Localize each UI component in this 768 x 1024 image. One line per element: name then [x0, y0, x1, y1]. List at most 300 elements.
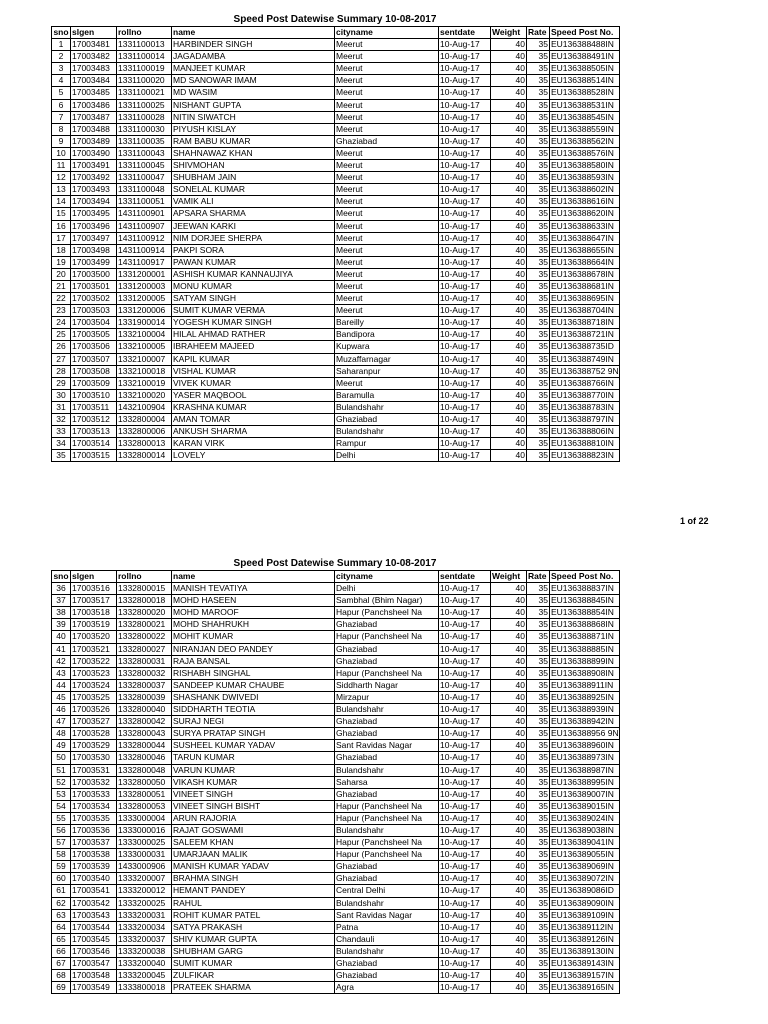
cell-cityname: Ghaziabad: [335, 728, 439, 740]
cell-rate: 35: [527, 607, 550, 619]
cell-speed-post-no: EU136388655IN: [550, 244, 620, 256]
cell-cityname: Bulandshahr: [335, 764, 439, 776]
cell-sno: 44: [52, 679, 71, 691]
cell-speed-post-no: EU136389143IN: [550, 958, 620, 970]
cell-rate: 35: [527, 389, 550, 401]
cell-slgen: 17003547: [71, 958, 117, 970]
cell-sno: 25: [52, 329, 71, 341]
cell-rollno: 1331200001: [117, 268, 172, 280]
cell-cityname: Ghaziabad: [335, 655, 439, 667]
cell-name: MOHIT KUMAR: [172, 631, 335, 643]
cell-sno: 45: [52, 691, 71, 703]
cell-sno: 61: [52, 885, 71, 897]
cell-speed-post-no: EU136389157IN: [550, 970, 620, 982]
cell-name: SALEEM KHAN: [172, 837, 335, 849]
cell-sentdate: 10-Aug-17: [439, 414, 491, 426]
cell-slgen: 17003549: [71, 982, 117, 994]
cell-speed-post-no: EU136388647IN: [550, 232, 620, 244]
cell-cityname: Meerut: [335, 256, 439, 268]
column-header-weight: Weight: [491, 27, 527, 39]
cell-cityname: Ghaziabad: [335, 619, 439, 631]
table-row: [52, 873, 620, 885]
cell-cityname: Meerut: [335, 220, 439, 232]
cell-sentdate: 10-Aug-17: [439, 426, 491, 438]
cell-name: PAKPI SORA: [172, 244, 335, 256]
cell-speed-post-no: EU136389090IN: [550, 897, 620, 909]
cell-rollno: 1331200006: [117, 305, 172, 317]
cell-sno: 26: [52, 341, 71, 353]
cell-rate: 35: [527, 232, 550, 244]
cell-sentdate: 10-Aug-17: [439, 740, 491, 752]
table-row: [52, 704, 620, 716]
cell-sno: 29: [52, 377, 71, 389]
cell-slgen: 17003501: [71, 280, 117, 292]
cell-sentdate: 10-Aug-17: [439, 812, 491, 824]
cell-weight: 40: [491, 607, 527, 619]
table-row: [52, 293, 620, 305]
cell-cityname: Meerut: [335, 160, 439, 172]
cell-name: RISHABH SINGHAL: [172, 667, 335, 679]
cell-slgen: 17003500: [71, 268, 117, 280]
cell-weight: 40: [491, 837, 527, 849]
table-row: [52, 414, 620, 426]
cell-rollno: 1333200038: [117, 945, 172, 957]
cell-name: HEMANT PANDEY: [172, 885, 335, 897]
cell-sno: 51: [52, 764, 71, 776]
cell-weight: 40: [491, 341, 527, 353]
cell-sno: 28: [52, 365, 71, 377]
report-page-1: [51, 13, 619, 462]
cell-sentdate: 10-Aug-17: [439, 861, 491, 873]
cell-name: SURYA PRATAP SINGH: [172, 728, 335, 740]
cell-sentdate: 10-Aug-17: [439, 897, 491, 909]
table-row: [52, 776, 620, 788]
cell-rollno: 1331100048: [117, 184, 172, 196]
cell-rate: 35: [527, 329, 550, 341]
cell-cityname: Meerut: [335, 172, 439, 184]
cell-weight: 40: [491, 800, 527, 812]
cell-rate: 35: [527, 280, 550, 292]
cell-name: AMAN TOMAR: [172, 414, 335, 426]
cell-cityname: Meerut: [335, 377, 439, 389]
cell-speed-post-no: EU136388837IN: [550, 583, 620, 595]
cell-rollno: 1332800020: [117, 607, 172, 619]
cell-name: SHUBHAM JAIN: [172, 172, 335, 184]
cell-cityname: Hapur (Panchsheel Na: [335, 812, 439, 824]
cell-name: SIDDHARTH TEOTIA: [172, 704, 335, 716]
cell-slgen: 17003499: [71, 256, 117, 268]
column-header-sno: sno: [53, 571, 69, 581]
cell-sentdate: 10-Aug-17: [439, 655, 491, 667]
cell-cityname: Bulandshahr: [335, 824, 439, 836]
cell-name: VISHAL KUMAR: [172, 365, 335, 377]
cell-sno: 12: [52, 172, 71, 184]
cell-slgen: 17003516: [71, 583, 117, 595]
cell-sentdate: 10-Aug-17: [439, 39, 491, 51]
cell-rollno: 1332800051: [117, 788, 172, 800]
cell-slgen: 17003498: [71, 244, 117, 256]
cell-name: NITIN SIWATCH: [172, 111, 335, 123]
cell-name: MANISH TEVATIYA: [172, 583, 335, 595]
cell-name: MD WASIM: [172, 87, 335, 99]
cell-sentdate: 10-Aug-17: [439, 764, 491, 776]
cell-sno: 22: [52, 293, 71, 305]
cell-sentdate: 10-Aug-17: [439, 643, 491, 655]
table-row: [52, 716, 620, 728]
table-row: [52, 837, 620, 849]
cell-speed-post-no: EU136388695IN: [550, 293, 620, 305]
cell-rollno: 1333200045: [117, 970, 172, 982]
cell-sno: 4: [52, 75, 71, 87]
cell-rollno: 1332800014: [117, 450, 172, 462]
cell-rate: 35: [527, 704, 550, 716]
cell-weight: 40: [491, 921, 527, 933]
cell-cityname: Bulandshahr: [335, 704, 439, 716]
cell-sentdate: 10-Aug-17: [439, 268, 491, 280]
table-row: [52, 401, 620, 413]
cell-rollno: 1433000906: [117, 861, 172, 873]
table-row: [52, 897, 620, 909]
cell-name: KRASHNA KUMAR: [172, 401, 335, 413]
column-header-cityname: cityname: [335, 571, 439, 583]
cell-rollno: 1333800018: [117, 982, 172, 994]
cell-sentdate: 10-Aug-17: [439, 293, 491, 305]
cell-rollno: 1331100047: [117, 172, 172, 184]
cell-speed-post-no: EU136388576IN: [550, 147, 620, 159]
cell-cityname: Kupwara: [335, 341, 439, 353]
column-header-slgen: slgen: [71, 571, 117, 583]
cell-rollno: 1333200012: [117, 885, 172, 897]
cell-speed-post-no: EU136388942IN: [550, 716, 620, 728]
cell-rate: 35: [527, 293, 550, 305]
cell-speed-post-no: EU136388911IN: [550, 679, 620, 691]
cell-sno: 14: [52, 196, 71, 208]
report-page-2: [51, 557, 619, 994]
cell-slgen: 17003502: [71, 293, 117, 305]
cell-speed-post-no: EU136388868IN: [550, 619, 620, 631]
cell-cityname: Chandauli: [335, 933, 439, 945]
cell-cityname: Ghaziabad: [335, 861, 439, 873]
cell-name: MANJEET KUMAR: [172, 63, 335, 75]
cell-sno: 6: [52, 99, 71, 111]
cell-sentdate: 10-Aug-17: [439, 595, 491, 607]
cell-speed-post-no: EU136388987IN: [550, 764, 620, 776]
cell-weight: 40: [491, 268, 527, 280]
cell-speed-post-no: EU136388593IN: [550, 172, 620, 184]
table-row: [52, 631, 620, 643]
cell-weight: 40: [491, 450, 527, 462]
cell-rollno: 1331900014: [117, 317, 172, 329]
cell-name: VIVEK KUMAR: [172, 377, 335, 389]
table-row: [52, 75, 620, 87]
cell-weight: 40: [491, 244, 527, 256]
cell-cityname: Muzaffarnagar: [335, 353, 439, 365]
cell-name: VINEET SINGH BISHT: [172, 800, 335, 812]
cell-slgen: 17003487: [71, 111, 117, 123]
cell-sno: 66: [52, 945, 71, 957]
cell-rollno: 1332100005: [117, 341, 172, 353]
cell-cityname: Delhi: [335, 450, 439, 462]
cell-slgen: 17003506: [71, 341, 117, 353]
cell-slgen: 17003520: [71, 631, 117, 643]
cell-sno: 35: [52, 450, 71, 462]
cell-weight: 40: [491, 704, 527, 716]
cell-weight: 40: [491, 643, 527, 655]
cell-rate: 35: [527, 220, 550, 232]
cell-sno: 3: [52, 63, 71, 75]
cell-weight: 40: [491, 740, 527, 752]
cell-sentdate: 10-Aug-17: [439, 933, 491, 945]
cell-sno: 55: [52, 812, 71, 824]
cell-slgen: 17003528: [71, 728, 117, 740]
cell-sentdate: 10-Aug-17: [439, 909, 491, 921]
cell-rate: 35: [527, 196, 550, 208]
cell-sentdate: 10-Aug-17: [439, 353, 491, 365]
cell-rollno: 1331100045: [117, 160, 172, 172]
cell-name: ROHIT KUMAR PATEL: [172, 909, 335, 921]
cell-sno: 49: [52, 740, 71, 752]
cell-cityname: Hapur (Panchsheel Na: [335, 667, 439, 679]
cell-sno: 59: [52, 861, 71, 873]
cell-name: PIYUSH KISLAY: [172, 123, 335, 135]
table-row: [52, 970, 620, 982]
cell-speed-post-no: EU136388939IN: [550, 704, 620, 716]
cell-rollno: 1332100020: [117, 389, 172, 401]
cell-weight: 40: [491, 667, 527, 679]
table-row: [52, 353, 620, 365]
cell-sentdate: 10-Aug-17: [439, 800, 491, 812]
cell-sentdate: 10-Aug-17: [439, 305, 491, 317]
cell-speed-post-no: EU136388545IN: [550, 111, 620, 123]
cell-speed-post-no: EU136388766IN: [550, 377, 620, 389]
cell-rate: 35: [527, 111, 550, 123]
cell-slgen: 17003540: [71, 873, 117, 885]
cell-rollno: 1332800050: [117, 776, 172, 788]
cell-rate: 35: [527, 172, 550, 184]
cell-rate: 35: [527, 583, 550, 595]
cell-slgen: 17003504: [71, 317, 117, 329]
cell-sentdate: 10-Aug-17: [439, 135, 491, 147]
cell-weight: 40: [491, 933, 527, 945]
cell-speed-post-no: EU136388528IN: [550, 87, 620, 99]
cell-name: HARBINDER SINGH: [172, 39, 335, 51]
cell-sno: 43: [52, 667, 71, 679]
cell-rate: 35: [527, 824, 550, 836]
cell-rollno: 1331100013: [117, 39, 172, 51]
cell-slgen: 17003512: [71, 414, 117, 426]
cell-sno: 11: [52, 160, 71, 172]
cell-name: ANKUSH SHARMA: [172, 426, 335, 438]
cell-rollno: 1331100021: [117, 87, 172, 99]
cell-speed-post-no: EU136388810IN: [550, 438, 620, 450]
cell-speed-post-no: EU136388797IN: [550, 414, 620, 426]
cell-name: SHIV KUMAR GUPTA: [172, 933, 335, 945]
cell-speed-post-no: EU136388871IN: [550, 631, 620, 643]
column-header-speed-post-no: Speed Post No.: [550, 571, 620, 583]
cell-weight: 40: [491, 353, 527, 365]
cell-sentdate: 10-Aug-17: [439, 160, 491, 172]
cell-cityname: Meerut: [335, 39, 439, 51]
cell-speed-post-no: EU136388616IN: [550, 196, 620, 208]
cell-sno: 62: [52, 897, 71, 909]
cell-speed-post-no: EU136388854IN: [550, 607, 620, 619]
cell-sentdate: 10-Aug-17: [439, 824, 491, 836]
table-row: [52, 160, 620, 172]
cell-rate: 35: [527, 716, 550, 728]
cell-rate: 35: [527, 39, 550, 51]
cell-slgen: 17003532: [71, 776, 117, 788]
cell-sno: 67: [52, 958, 71, 970]
cell-sentdate: 10-Aug-17: [439, 220, 491, 232]
cell-slgen: 17003485: [71, 87, 117, 99]
cell-rate: 35: [527, 99, 550, 111]
cell-slgen: 17003507: [71, 353, 117, 365]
cell-rate: 35: [527, 631, 550, 643]
cell-rollno: 1332800006: [117, 426, 172, 438]
cell-rollno: 1332800043: [117, 728, 172, 740]
cell-sentdate: 10-Aug-17: [439, 788, 491, 800]
cell-weight: 40: [491, 135, 527, 147]
cell-sno: 33: [52, 426, 71, 438]
cell-weight: 40: [491, 631, 527, 643]
cell-name: LOVELY: [172, 450, 335, 462]
cell-weight: 40: [491, 812, 527, 824]
table-row: [52, 305, 620, 317]
cell-cityname: Hapur (Panchsheel Na: [335, 800, 439, 812]
cell-rollno: 1431100907: [117, 220, 172, 232]
cell-cityname: Siddharth Nagar: [335, 679, 439, 691]
cell-speed-post-no: EU136388633IN: [550, 220, 620, 232]
cell-slgen: 17003533: [71, 788, 117, 800]
cell-rate: 35: [527, 849, 550, 861]
cell-rate: 35: [527, 414, 550, 426]
cell-name: PRATEEK SHARMA: [172, 982, 335, 994]
cell-rate: 35: [527, 184, 550, 196]
cell-rollno: 1332800039: [117, 691, 172, 703]
cell-weight: 40: [491, 861, 527, 873]
cell-slgen: 17003545: [71, 933, 117, 945]
cell-name: IBRAHEEM MAJEED: [172, 341, 335, 353]
cell-cityname: Delhi: [335, 583, 439, 595]
cell-cityname: Ghaziabad: [335, 958, 439, 970]
cell-name: RAHUL: [172, 897, 335, 909]
cell-slgen: 17003511: [71, 401, 117, 413]
cell-speed-post-no: EU136389055IN: [550, 849, 620, 861]
cell-slgen: 17003541: [71, 885, 117, 897]
cell-rate: 35: [527, 812, 550, 824]
cell-slgen: 17003517: [71, 595, 117, 607]
cell-sentdate: 10-Aug-17: [439, 958, 491, 970]
cell-cityname: Ghaziabad: [335, 873, 439, 885]
cell-cityname: Saharsa: [335, 776, 439, 788]
table-row: [52, 135, 620, 147]
cell-cityname: Bulandshahr: [335, 945, 439, 957]
cell-name: ARUN RAJORIA: [172, 812, 335, 824]
cell-rollno: 1333200037: [117, 933, 172, 945]
cell-speed-post-no: EU136389086ID: [550, 885, 620, 897]
cell-rollno: 1333200034: [117, 921, 172, 933]
cell-rate: 35: [527, 401, 550, 413]
cell-rate: 35: [527, 160, 550, 172]
cell-sno: 10: [52, 147, 71, 159]
cell-name: MANISH KUMAR YADAV: [172, 861, 335, 873]
cell-name: MD SANOWAR IMAM: [172, 75, 335, 87]
cell-slgen: 17003515: [71, 450, 117, 462]
column-header-slgen: slgen: [71, 27, 117, 39]
cell-weight: 40: [491, 293, 527, 305]
cell-sno: 30: [52, 389, 71, 401]
cell-rate: 35: [527, 123, 550, 135]
cell-cityname: Meerut: [335, 99, 439, 111]
cell-sno: 40: [52, 631, 71, 643]
cell-rate: 35: [527, 63, 550, 75]
cell-name: SONELAL KUMAR: [172, 184, 335, 196]
cell-rate: 35: [527, 667, 550, 679]
cell-cityname: Ghaziabad: [335, 135, 439, 147]
column-header-cityname: cityname: [335, 27, 439, 39]
cell-rollno: 1333200031: [117, 909, 172, 921]
cell-sno: 56: [52, 824, 71, 836]
cell-slgen: 17003482: [71, 51, 117, 63]
page-number-label: 1 of 22: [680, 516, 709, 526]
cell-sentdate: 10-Aug-17: [439, 921, 491, 933]
cell-cityname: Meerut: [335, 184, 439, 196]
cell-slgen: 17003522: [71, 655, 117, 667]
cell-sentdate: 10-Aug-17: [439, 172, 491, 184]
table-row: [52, 123, 620, 135]
cell-speed-post-no: EU136388505IN: [550, 63, 620, 75]
cell-speed-post-no: EU136388580IN: [550, 160, 620, 172]
cell-weight: 40: [491, 220, 527, 232]
cell-sentdate: 10-Aug-17: [439, 196, 491, 208]
cell-name: ASHISH KUMAR KANNAUJIYA: [172, 268, 335, 280]
cell-sentdate: 10-Aug-17: [439, 329, 491, 341]
cell-name: PAWAN KUMAR: [172, 256, 335, 268]
cell-weight: 40: [491, 438, 527, 450]
cell-cityname: Bareilly: [335, 317, 439, 329]
cell-speed-post-no: EU136388960IN: [550, 740, 620, 752]
cell-rollno: 1331200005: [117, 293, 172, 305]
cell-cityname: Meerut: [335, 208, 439, 220]
column-header-rollno: rollno: [117, 27, 172, 39]
cell-rollno: 1333000016: [117, 824, 172, 836]
cell-slgen: 17003534: [71, 800, 117, 812]
cell-sentdate: 10-Aug-17: [439, 982, 491, 994]
cell-weight: 40: [491, 196, 527, 208]
cell-slgen: 17003505: [71, 329, 117, 341]
cell-name: VARUN KUMAR: [172, 764, 335, 776]
cell-sentdate: 10-Aug-17: [439, 99, 491, 111]
cell-sno: 69: [52, 982, 71, 994]
cell-sno: 52: [52, 776, 71, 788]
table-header-row: [52, 571, 620, 583]
cell-speed-post-no: EU136388925IN: [550, 691, 620, 703]
cell-cityname: Hapur (Panchsheel Na: [335, 837, 439, 849]
cell-sno: 20: [52, 268, 71, 280]
table-row: [52, 389, 620, 401]
column-header-name: name: [172, 27, 335, 39]
cell-rollno: 1333200040: [117, 958, 172, 970]
cell-rate: 35: [527, 837, 550, 849]
cell-sno: 63: [52, 909, 71, 921]
cell-name: KAPIL KUMAR: [172, 353, 335, 365]
cell-rollno: 1331100014: [117, 51, 172, 63]
cell-rate: 35: [527, 970, 550, 982]
table-row: [52, 643, 620, 655]
cell-sentdate: 10-Aug-17: [439, 63, 491, 75]
table-row: [52, 800, 620, 812]
cell-weight: 40: [491, 716, 527, 728]
